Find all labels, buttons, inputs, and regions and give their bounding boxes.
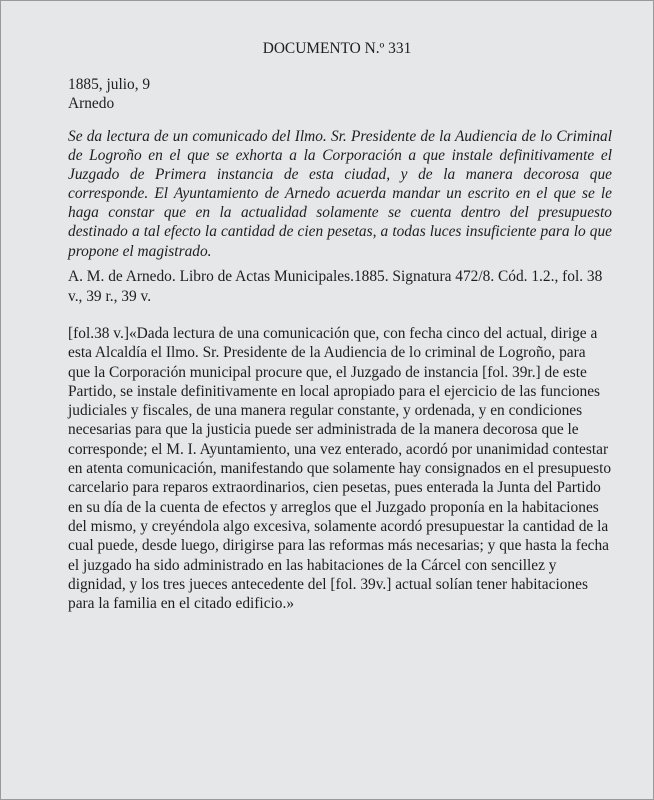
body-line: carcelario para reparos extraordinarios, cien pesetas, pues enterada la Junta del Partido: [68, 479, 601, 497]
summary-line: Juzgado de Primera instancia de esta ciudad, y de la manera decorosa que: [68, 166, 612, 184]
summary-line: destinado a tal efecto la cantidad de cien pesetas, a todas luces insuficiente para lo que: [68, 223, 612, 241]
document-date: 1885, julio, 9: [68, 76, 151, 93]
body-line: que la Corporación municipal procure que, el Juzgado de instancia [fol. 39r.] de este: [68, 363, 587, 381]
body-line: Partido, se instale definitivamente en local apropiado para el ejercicio de las funciones: [68, 382, 601, 400]
body-line: el juzgado ha sido administrado en las habitaciones de la Cárcel con sencillez y: [68, 556, 557, 574]
document-transcription: [68, 324, 612, 613]
body-line: cual puede, desde luego, dirigirse para las reformas más necesarias; y que hasta la fecha: [68, 537, 610, 555]
source-line: A. M. de Arnedo. Libro de Actas Municipales.1885. Signatura 472/8. Cód. 1.2., fol. 38: [68, 268, 603, 285]
document-place: Arnedo: [68, 95, 115, 112]
summary-line: propone el magistrado.: [68, 242, 212, 260]
body-line: corresponde; el M. I. Ayuntamiento, una vez enterado, acordó por unanimidad contestar: [68, 440, 609, 458]
body-line: en su día de la cuenta de efectos y arreglos que el Juzgado proponía en la habitaciones: [68, 498, 599, 516]
body-line: dignidad, y los tres jueces antecedente del [fol. 39v.] actual solían tener habitaciones: [68, 575, 588, 593]
body-line: esta Alcaldía el Ilmo. Sr. Presidente de la Audiencia de lo criminal de Logroño, para: [68, 344, 586, 362]
body-line: judiciales y fiscales, de una manera regular constante, y ordenada, y en condiciones: [68, 402, 583, 420]
body-line: [fol.38 v.]«Dada lectura de una comunicación que, con fecha cinco del actual, dirige a: [68, 325, 598, 342]
summary-line: corresponde. El Ayuntamiento de Arnedo acuerda mandar un escrito en el que se le: [68, 185, 612, 203]
body-line: para la familia en el citado edificio.»: [68, 595, 295, 613]
summary-line: de Logroño en el que se exhorta a la Corporación a que instale definitivamente el: [68, 147, 612, 165]
summary-line: haga constar que en la actualidad solamente se cuenta dentro del presupuesto: [68, 204, 612, 222]
body-line: necesarias para que la justicia puede ser administrada de la manera decorosa que le: [68, 421, 579, 439]
document-source: [68, 267, 610, 306]
document-header: [68, 75, 150, 113]
body-line: del mismo, y creyéndola algo excesiva, solamente acordó presupuestar la cantidad de la: [68, 517, 609, 535]
source-line: v., 39 r., 39 v.: [68, 287, 152, 305]
body-line: en atenta comunicación, manifestando que solamente hay consignados en el presupuesto: [68, 460, 612, 478]
summary-line: Se da lectura de un comunicado del Ilmo. Sr. Presidente de la Audiencia de lo Criminal: [68, 128, 612, 145]
document-title: DOCUMENTO N.º 331: [262, 40, 412, 57]
document-summary: [68, 127, 612, 261]
